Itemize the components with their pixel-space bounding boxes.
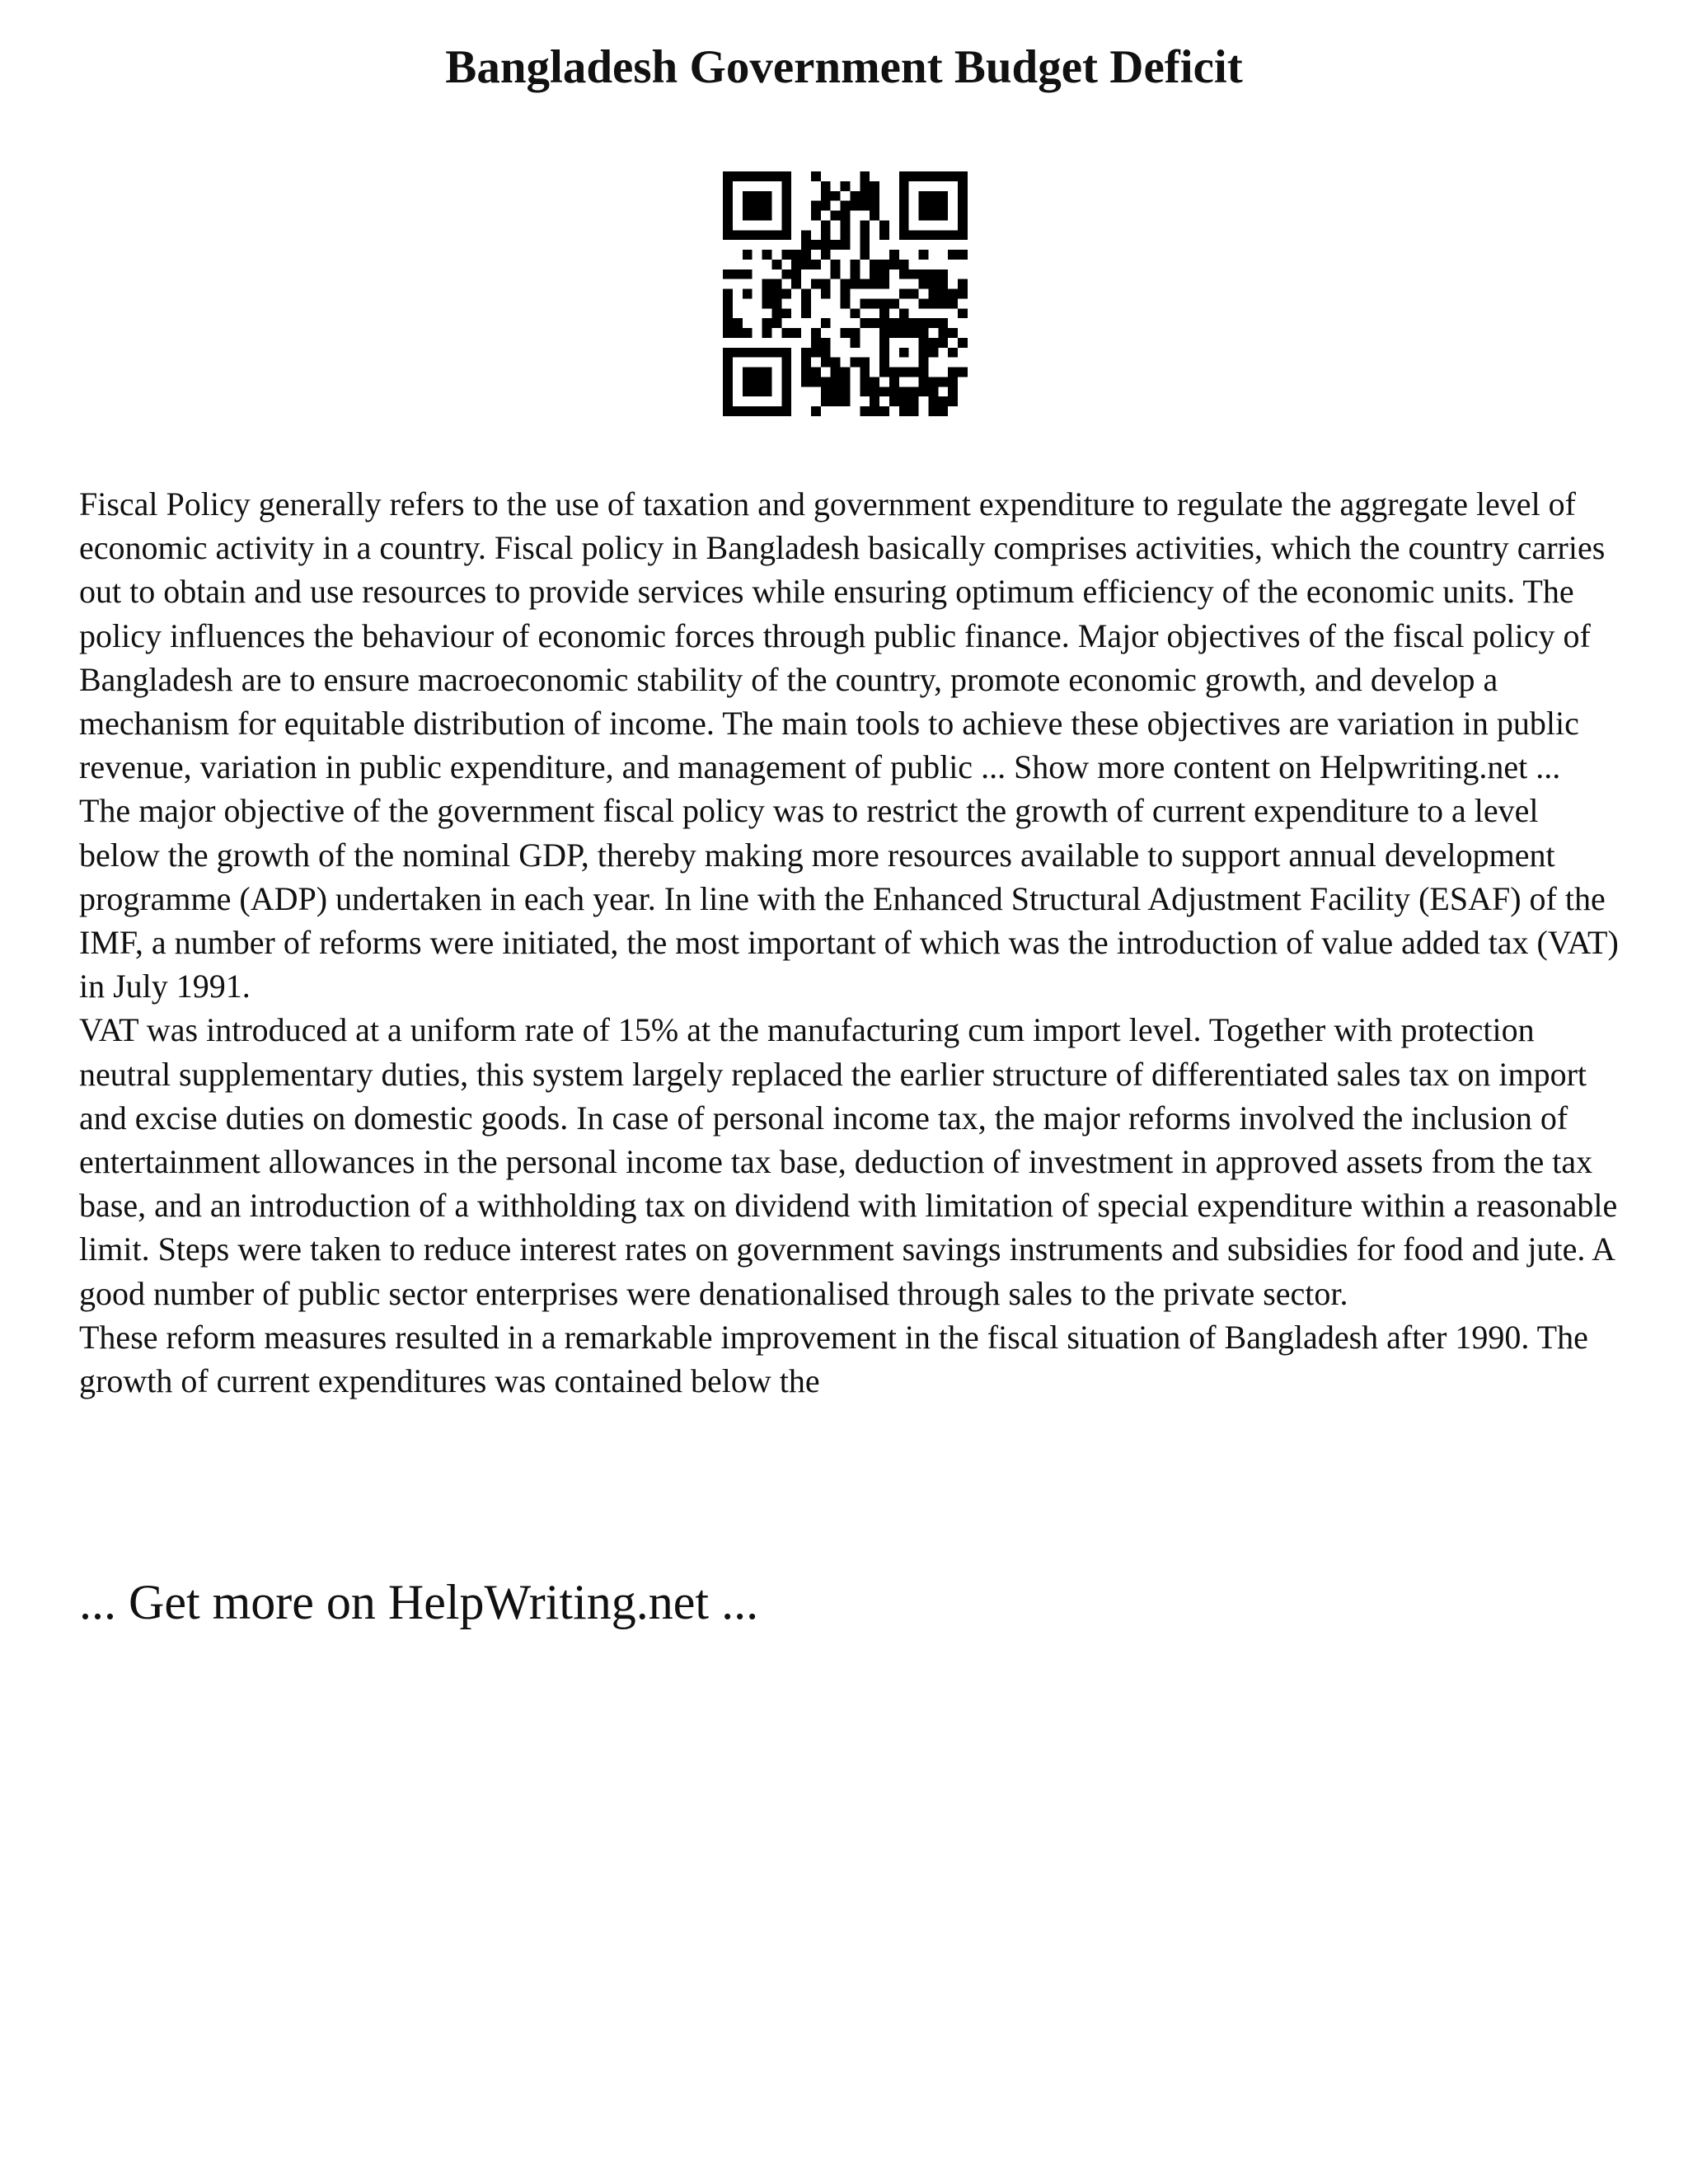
article-body [79,482,1620,1403]
paragraph: The major objective of the government fiscal policy was to restrict the growth of current expenditure to a level below the growth of the nominal GDP, thereby making more resources available to support annual development programme (ADP) undertaken in each year. In line with the Enhanced Structural Adjustment Facility (ESAF) of the IMF, a number of reforms were initiated, the most important of which was the introduction of value added tax (VAT) in July 1991. [79,792,1619,1005]
get-more-link[interactable]: ... Get more on HelpWriting.net ... [79,1575,759,1629]
paragraph: VAT was introduced at a uniform rate of 15% at the manufacturing cum import level. Together with protection neutral supplementary duties, this system largely replaced the earlier structure of differentiated sales tax on import and excise duties on domestic goods. In case of personal income tax, the major reforms involved the inclusion of entertainment allowances in the personal income tax base, deduction of investment in approved assets from the tax base, and an introduction of a withholding tax on dividend with limitation of special expenditure within a reasonable limit. Steps were taken to reduce interest rates on government savings instruments and subsidies for food and jute. A good number of public sector enterprises were denationalised through sales to the private sector. [79,1011,1618,1312]
qr-code-icon [723,171,968,416]
paragraph: These reform measures resulted in a remarkable improvement in the fiscal situation of Bangladesh after 1990. The growth of current expenditures was contained below the [79,1318,1588,1400]
document-title: Bangladesh Government Budget Deficit [445,41,1243,93]
paragraph: Fiscal Policy generally refers to the use of taxation and government expenditure to regulate the aggregate level of economic activity in a country. Fiscal policy in Bangladesh basically comprises activities, which the country carries out to obtain and use resources to provide services while ensuring optimum efficiency of the economic units. The policy influences the behaviour of economic forces through public finance. Major objectives of the fiscal policy of Bangladesh are to ensure macroeconomic stability of the country, promote economic growth, and develop a mechanism for equitable distribution of income. The main tools to achieve these objectives are variation in public revenue, variation in public expenditure, and management of public ... Show more content on Helpwriting.net ... [79,485,1606,786]
